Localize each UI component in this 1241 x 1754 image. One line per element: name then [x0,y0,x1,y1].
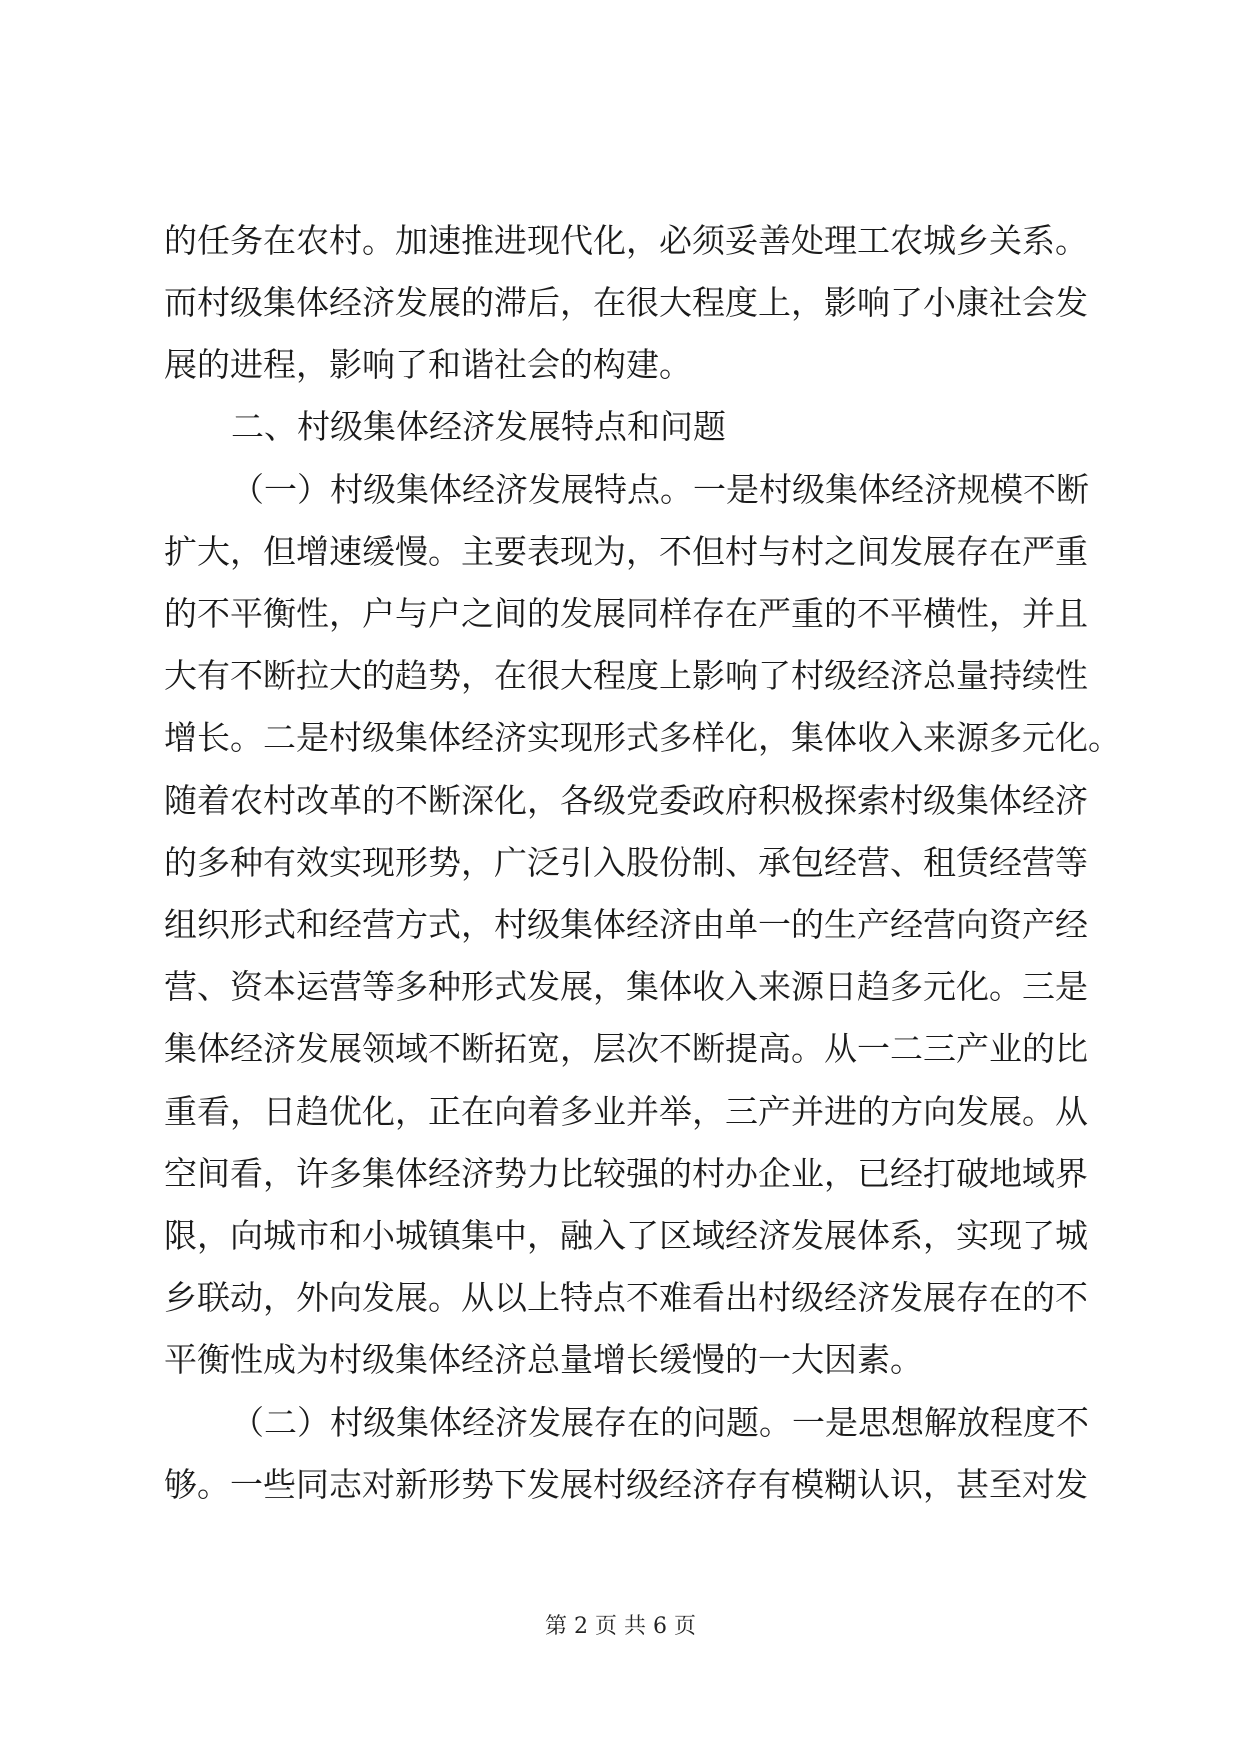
text-line: 限，向城市和小城镇集中，融入了区域经济发展体系，实现了城 [164,1216,1088,1255]
text-line: 重看，日趋优化，正在向着多业并举，三产并进的方向发展。从 [164,1092,1088,1131]
text-line: 而村级集体经济发展的滞后，在很大程度上，影响了小康社会发 [164,283,1088,322]
text-line: 增长。二是村级集体经济实现形式多样化，集体收入来源多元化。 [164,718,1121,757]
section-heading: 二、村级集体经济发展特点和问题 [231,407,726,446]
text-line: 展的进程，影响了和谐社会的构建。 [164,345,692,384]
text-line: 乡联动，外向发展。从以上特点不难看出村级经济发展存在的不 [164,1278,1088,1317]
text-line: （二）村级集体经济发展存在的问题。一是思想解放程度不 [231,1403,1089,1442]
text-line: 大有不断拉大的趋势，在很大程度上影响了村级经济总量持续性 [164,656,1088,695]
text-line: 的任务在农村。加速推进现代化，必须妥善处理工农城乡关系。 [164,221,1088,260]
text-line: 空间看，许多集体经济势力比较强的村办企业，已经打破地域界 [164,1154,1088,1193]
text-line: 营、资本运营等多种形式发展，集体收入来源日趋多元化。三是 [164,967,1088,1006]
page-number-footer: 第 2 页 共 6 页 [545,1614,696,1639]
text-line: 的不平衡性，户与户之间的发展同样存在严重的不平横性，并且 [164,594,1088,633]
text-line: 平衡性成为村级集体经济总量增长缓慢的一大因素。 [164,1340,923,1379]
text-line: 够。一些同志对新形势下发展村级经济存有模糊认识，甚至对发 [164,1465,1088,1504]
text-line: 的多种有效实现形势，广泛引入股份制、承包经营、租赁经营等 [164,843,1088,882]
text-line: 随着农村改革的不断深化，各级党委政府积极探索村级集体经济 [164,781,1088,820]
text-line: （一）村级集体经济发展特点。一是村级集体经济规模不断 [231,470,1089,509]
text-line: 集体经济发展领域不断拓宽，层次不断提高。从一二三产业的比 [164,1029,1088,1068]
text-line: 扩大，但增速缓慢。主要表现为，不但村与村之间发展存在严重 [164,532,1088,571]
text-line: 组织形式和经营方式，村级集体经济由单一的生产经营向资产经 [164,905,1088,944]
